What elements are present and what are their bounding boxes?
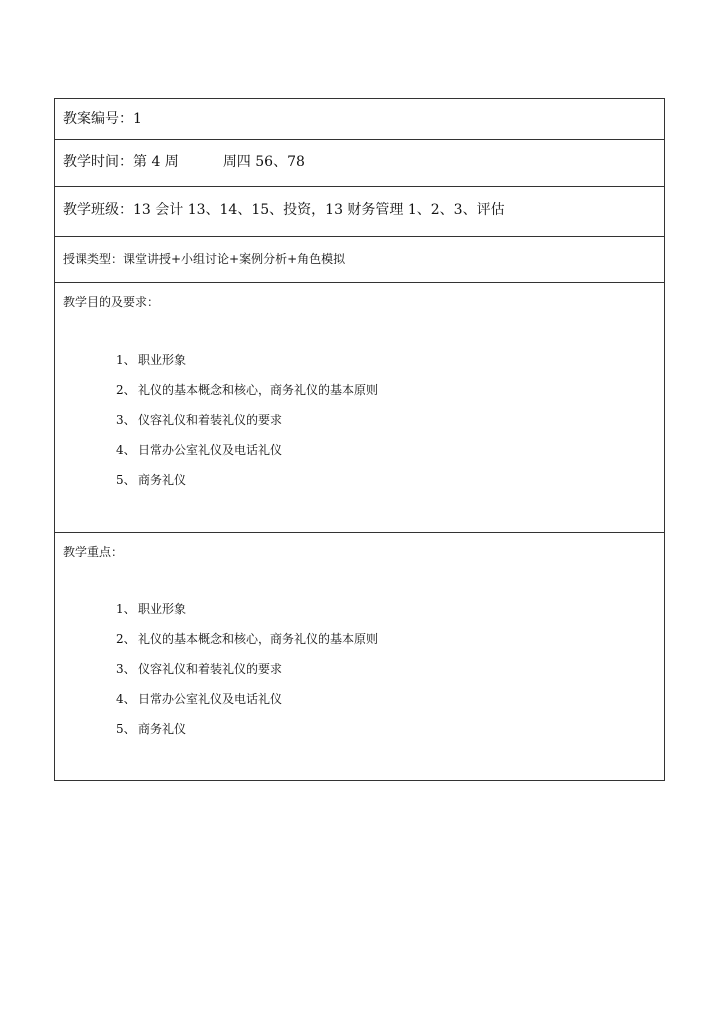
key-points-label: 教学重点： bbox=[63, 545, 124, 559]
item-number: 3、 bbox=[116, 413, 136, 427]
lesson-plan-table bbox=[54, 98, 665, 781]
course-type: 授课类型：课堂讲授+小组讨论+案例分析+角色模拟 bbox=[63, 252, 346, 266]
list-item bbox=[116, 722, 378, 752]
list-item bbox=[116, 602, 378, 632]
teaching-goals-label: 教学目的及要求： bbox=[63, 295, 160, 309]
list-item bbox=[116, 692, 378, 722]
list-item bbox=[116, 443, 378, 473]
teaching-goals-section bbox=[55, 283, 664, 533]
teaching-goals-list bbox=[116, 353, 378, 503]
teaching-time bbox=[63, 154, 305, 170]
item-text: 礼仪的基本概念和核心，商务礼仪的基本原则 bbox=[138, 632, 379, 646]
item-number: 1、 bbox=[116, 602, 136, 616]
key-points-section bbox=[55, 533, 664, 780]
item-number: 4、 bbox=[116, 443, 136, 457]
item-text: 仪容礼仪和着装礼仪的要求 bbox=[138, 413, 283, 427]
list-item bbox=[116, 383, 378, 413]
teaching-week: 教学时间：第 4 周 bbox=[63, 154, 179, 170]
item-text: 职业形象 bbox=[138, 602, 187, 616]
item-text: 仪容礼仪和着装礼仪的要求 bbox=[138, 662, 283, 676]
item-text: 日常办公室礼仪及电话礼仪 bbox=[138, 443, 283, 457]
item-text: 商务礼仪 bbox=[138, 473, 187, 487]
item-text: 商务礼仪 bbox=[138, 722, 187, 736]
item-number: 2、 bbox=[116, 383, 136, 397]
list-item bbox=[116, 632, 378, 662]
item-text: 日常办公室礼仪及电话礼仪 bbox=[138, 692, 283, 706]
item-number: 5、 bbox=[116, 722, 136, 736]
item-number: 5、 bbox=[116, 473, 136, 487]
item-number: 1、 bbox=[116, 353, 136, 367]
item-number: 2、 bbox=[116, 632, 136, 646]
item-text: 礼仪的基本概念和核心，商务礼仪的基本原则 bbox=[138, 383, 379, 397]
list-item bbox=[116, 473, 378, 503]
list-item bbox=[116, 662, 378, 692]
item-text: 职业形象 bbox=[138, 353, 187, 367]
teaching-day-periods: 周四 56、78 bbox=[222, 154, 305, 170]
list-item bbox=[116, 353, 378, 383]
lesson-code-row bbox=[55, 99, 664, 140]
lesson-code: 教案编号：1 bbox=[63, 111, 142, 127]
item-number: 3、 bbox=[116, 662, 136, 676]
teaching-classes-row bbox=[55, 187, 664, 237]
course-type-row bbox=[55, 237, 664, 283]
key-points-list bbox=[116, 602, 378, 752]
teaching-time-row bbox=[55, 140, 664, 187]
item-number: 4、 bbox=[116, 692, 136, 706]
teaching-classes: 教学班级：13 会计 13、14、15、投资，13 财务管理 1、2、3、评估 bbox=[63, 202, 505, 218]
list-item bbox=[116, 413, 378, 443]
